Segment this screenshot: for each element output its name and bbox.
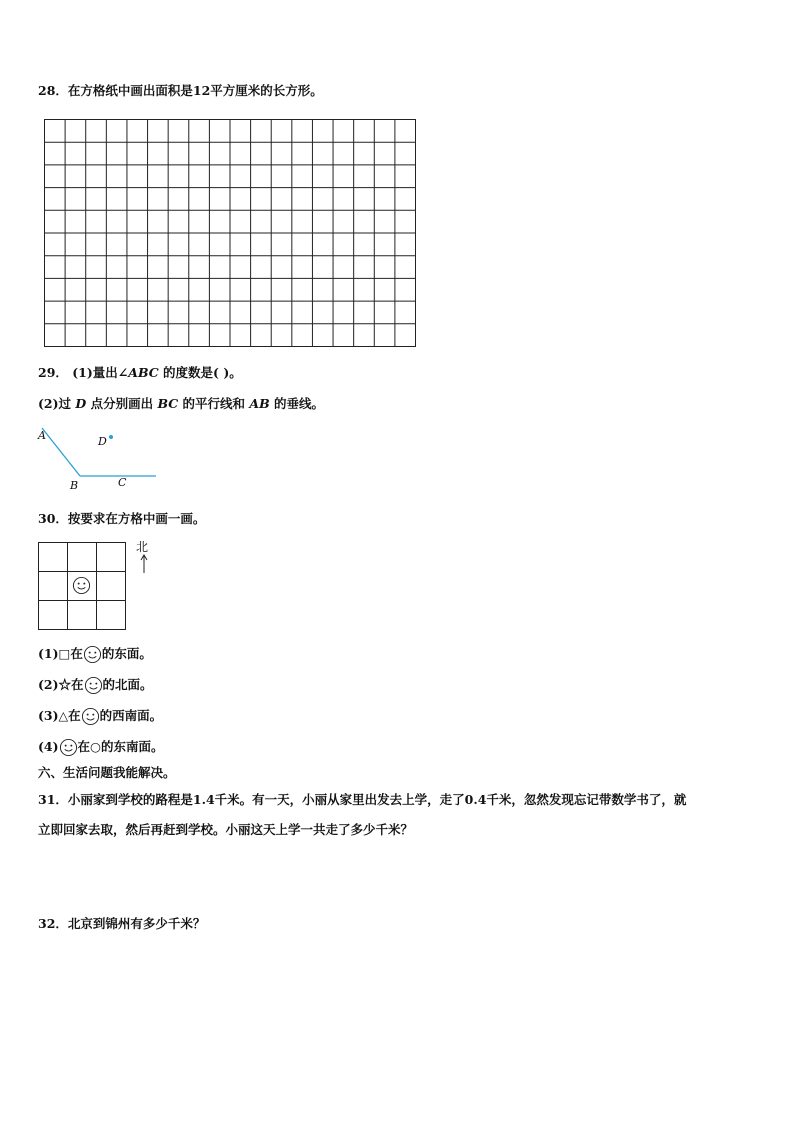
q30-item-1	[38, 645, 152, 664]
q30-item-3-prefix: (3)△在	[38, 708, 81, 723]
point-d	[109, 435, 113, 439]
smiley-face-icon	[59, 738, 78, 757]
q29-part1-prefix: 29． (1)量出∠	[38, 365, 129, 380]
q29-part2-text-c: 的平行线和	[178, 396, 250, 411]
q29-part2-bc: BC	[157, 396, 179, 411]
q30-item-1-suffix: 的东面。	[101, 646, 152, 661]
q30-item-2	[38, 676, 153, 695]
q29-angle-figure	[34, 424, 164, 494]
q29-part2	[38, 396, 324, 412]
q30-item-4	[38, 738, 163, 757]
label-b: B	[70, 479, 79, 492]
q30-text: 30．按要求在方格中画一画。	[38, 511, 206, 526]
q29-part2-text-e: 的垂线。	[269, 396, 325, 411]
label-c: C	[118, 476, 127, 489]
smiley-face-icon	[72, 576, 91, 595]
north-arrow-icon	[136, 554, 152, 574]
q30-square-grid[interactable]	[38, 542, 126, 630]
q28-square-grid[interactable]	[44, 119, 416, 347]
section-6-heading: 六、生活问题我能解决。	[38, 765, 176, 780]
q30-item-4-suffix: 在○的东南面。	[77, 739, 164, 754]
q30-item-2-suffix: 的北面。	[102, 677, 153, 692]
smiley-face-icon	[83, 645, 102, 664]
q28-text: 28．在方格纸中画出面积是12平方厘米的长方形。	[38, 83, 323, 98]
smiley-face-icon	[84, 676, 103, 695]
north-label: 北	[136, 540, 149, 554]
label-a: A	[38, 429, 46, 442]
q30-item-4-prefix: (4)	[38, 739, 59, 754]
q30-item-1-prefix: (1)□在	[38, 646, 83, 661]
q29-part2-d: D	[75, 396, 87, 411]
q30-item-3-suffix: 的西南面。	[99, 708, 163, 723]
q29-part2-ab: AB	[249, 396, 270, 411]
q29-part1-suffix: 的度数是( )。	[158, 365, 242, 380]
q30-item-2-prefix: (2)☆在	[38, 677, 84, 692]
ray-ba	[42, 428, 80, 476]
label-d: D	[98, 435, 107, 448]
north-indicator	[136, 540, 152, 574]
q29-part2-text-a: (2)过	[38, 396, 76, 411]
q31-line-2: 立即回家去取，然后再赶到学校。小丽这天上学一共走了多少千米？	[38, 822, 414, 837]
q29-angle-name: ABC	[128, 365, 159, 380]
smiley-face-icon	[81, 707, 100, 726]
q30-item-3	[38, 707, 162, 726]
q31-line-1: 31．小丽家到学校的路程是1.4千米。有一天，小丽从家里出发去上学，走了0.4千米，忽然发现忘记带数学书了，就	[38, 792, 687, 807]
q29-part1	[38, 365, 242, 381]
q32-text: 32．北京到锦州有多少千米？	[38, 916, 206, 931]
q29-part2-text-b: 点分别画出	[86, 396, 158, 411]
